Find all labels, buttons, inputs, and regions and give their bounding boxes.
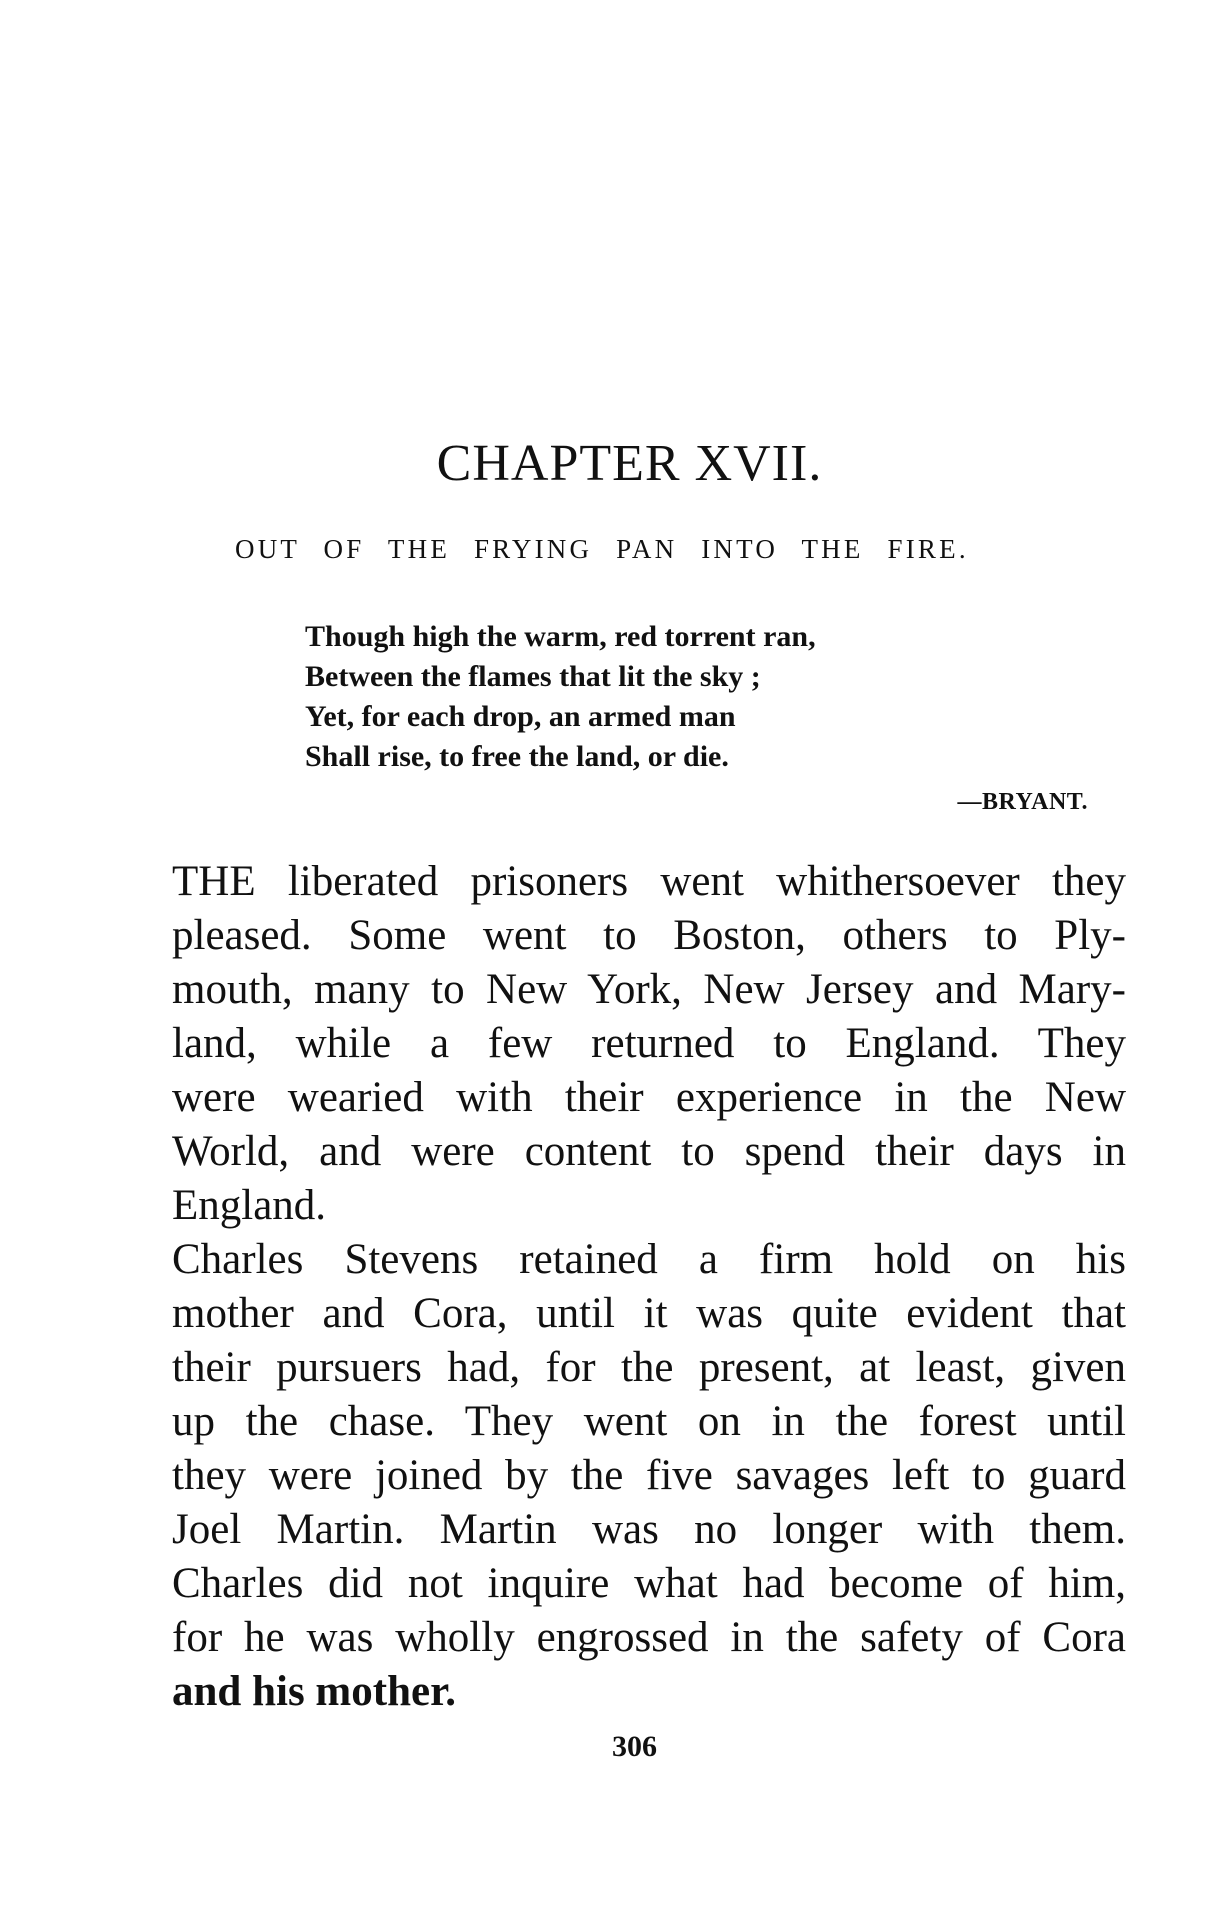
paragraph-line: land, while a few returned to England. They <box>172 1020 1126 1067</box>
paragraph-line: Charles did not inquire what had become of him, <box>172 1560 1126 1607</box>
paragraph-line: mother and Cora, until it was quite evident that <box>172 1290 1126 1337</box>
lead-word: THE <box>172 858 256 905</box>
epigraph-line: Shall rise, to free the land, or die. <box>305 740 729 773</box>
paragraph-line: mouth, many to New York, New Jersey and Mary- <box>172 966 1126 1013</box>
chapter-subtitle: OUT OF THE FRYING PAN INTO THE FIRE. <box>235 534 969 564</box>
paragraph-line: up the chase. They went on in the forest until <box>172 1398 1126 1445</box>
paragraph-line: for he was wholly engrossed in the safety of Cora <box>172 1614 1126 1661</box>
page-number: 306 <box>612 1730 657 1763</box>
epigraph <box>305 617 1065 777</box>
epigraph-line: Though high the warm, red torrent ran, <box>305 620 816 653</box>
paragraph-line: Joel Martin. Martin was no longer with them. <box>172 1506 1126 1553</box>
paragraph-line: pleased. Some went to Boston, others to Ply- <box>172 912 1126 959</box>
paragraph-line: and his mother. <box>172 1668 456 1715</box>
paragraph-line <box>172 855 1126 909</box>
epigraph-line: Yet, for each drop, an armed man <box>305 700 736 733</box>
chapter-title: CHAPTER XVII. <box>436 435 823 492</box>
line-text: liberated prisoners went whithersoever they <box>255 858 1126 905</box>
paragraph-line: Charles Stevens retained a firm hold on his <box>172 1236 1126 1283</box>
epigraph-attribution: —BRYANT. <box>957 789 1088 815</box>
paragraph-line: their pursuers had, for the present, at least, given <box>172 1344 1126 1391</box>
paragraph-line: were wearied with their experience in the New <box>172 1074 1126 1121</box>
paragraph-line: England. <box>172 1182 327 1229</box>
paragraph-line: World, and were content to spend their days in <box>172 1128 1126 1175</box>
paragraph-1 <box>172 855 1126 1233</box>
paragraph-2 <box>172 1233 1126 1719</box>
paragraph-line: they were joined by the five savages left to guard <box>172 1452 1126 1499</box>
epigraph-line: Between the flames that lit the sky ; <box>305 660 761 693</box>
